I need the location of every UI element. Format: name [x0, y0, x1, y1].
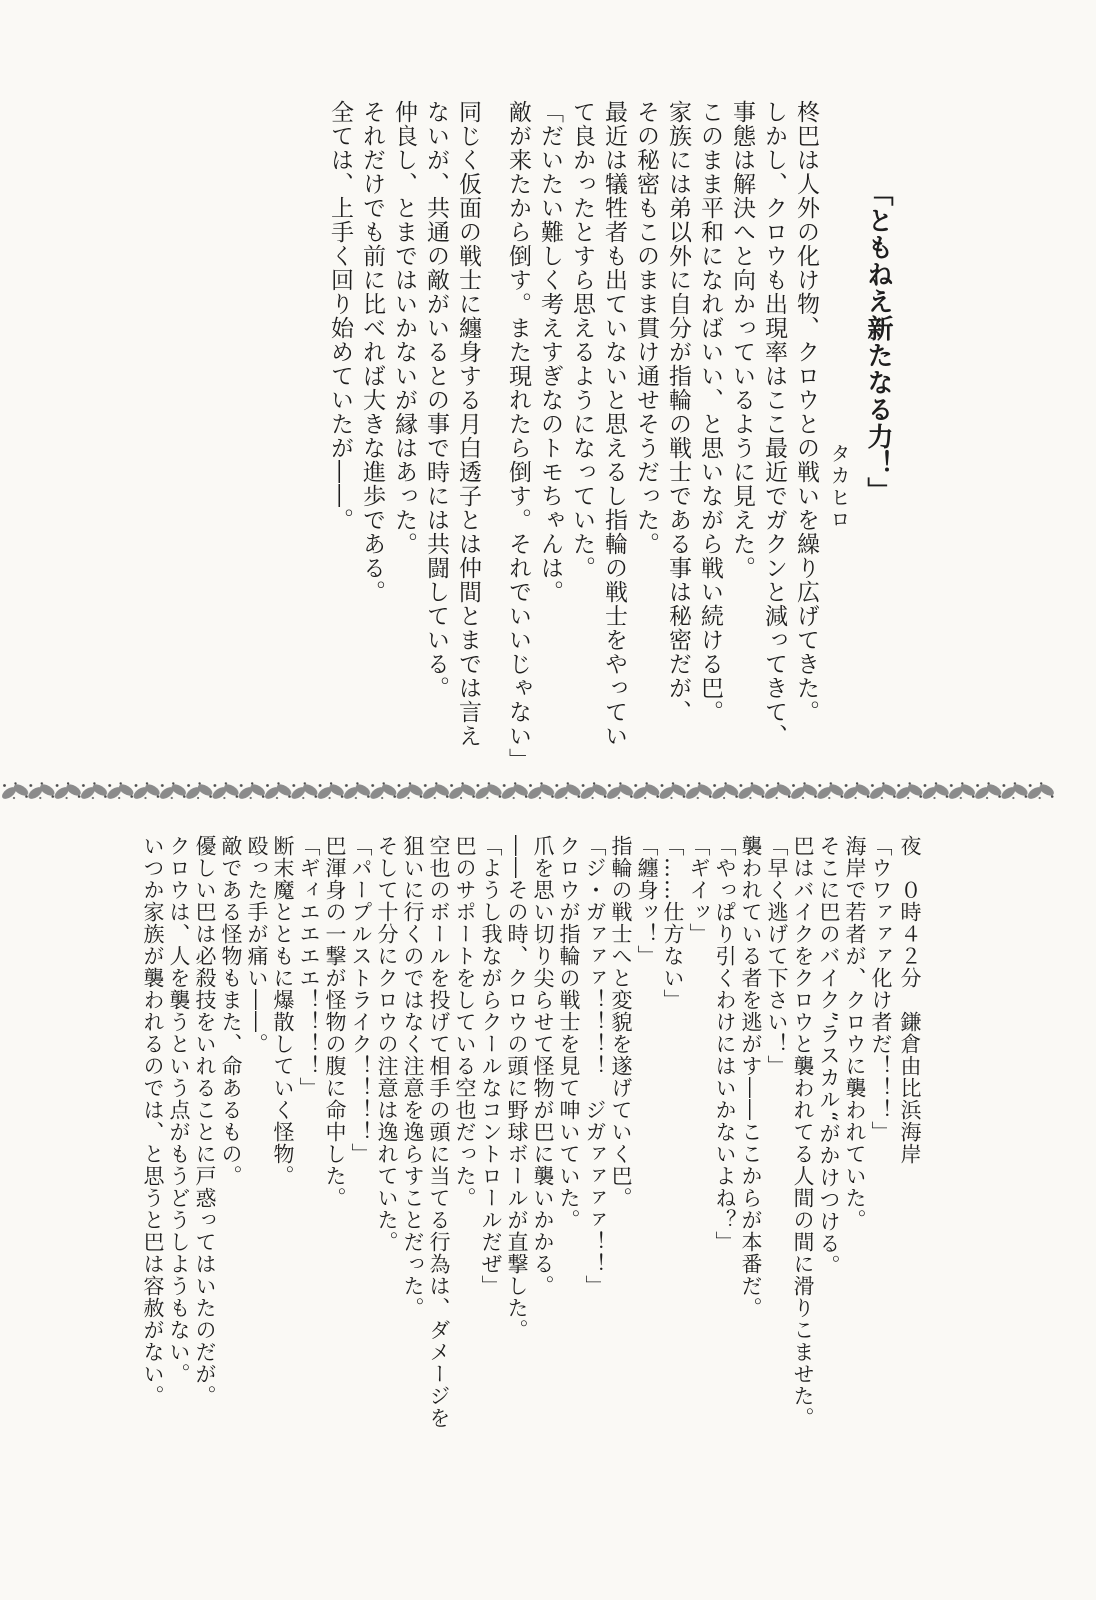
text-column: 襲われている者を逃がす――ここからが本番だ。 — [739, 835, 763, 1319]
text-column: 巴のサポートをしている空也だった。 — [453, 835, 477, 1209]
text-column: 海岸で若者が、クロウに襲われていた。 — [843, 835, 867, 1231]
text-column: 「ギイッ」 — [687, 835, 711, 945]
text-column: 「ギィエエエエ！！！！」 — [297, 835, 321, 1099]
text-column: 敵が来たから倒す。また現れたら倒す。それでいいじゃない」 — [505, 100, 531, 772]
text-column: 指輪の戦士へと変貌を遂げていく巴。 — [609, 835, 633, 1209]
text-column: いつか家族が襲われるのでは、と思うと巴は容赦がない。 — [141, 835, 165, 1407]
text-column: それだけでも前に比べれば大きな進歩である。 — [359, 100, 385, 604]
text-column: 巴渾身の一撃が怪物の腹に命中した。 — [323, 835, 347, 1209]
story-title: 「ともねえ新たなる力！」 — [863, 180, 893, 504]
text-column: クロウは、人を襲うという点がもうどうしようもない。 — [167, 835, 191, 1385]
top-paragraph-2 — [324, 100, 484, 772]
text-column: 仲良し、とまではいかないが縁はあった。 — [391, 100, 417, 556]
text-column: 「パープルストライク！！！！」 — [349, 835, 373, 1165]
text-column: 巴はバイクをクロウと襲われてる人間の間に滑りこませた。 — [791, 835, 815, 1429]
text-column: そこに巴のバイク”ラスカル“がかけつける。 — [817, 835, 841, 1277]
text-column: て良かったとすら思えるようになっていた。 — [569, 100, 595, 580]
text-column: 家族には弟以外に自分が指輪の戦士である事は秘密だが、 — [665, 100, 691, 724]
text-column: 狙いに行くのではなく注意を逸らすことだった。 — [401, 835, 425, 1319]
text-column: 「だいたい難しく考えすぎなのトモちゃんは。 — [537, 100, 563, 604]
text-column: 断末魔とともに爆散していく怪物。 — [271, 835, 295, 1187]
text-column: 「やっぱり引くわけにはいかないよね？」 — [713, 835, 737, 1253]
text-column: 殴った手が痛い――。 — [245, 835, 269, 1055]
text-column: 「纏身ッ！」 — [635, 835, 659, 967]
bottom-section — [140, 835, 926, 1545]
text-column: その秘密もこのまま貫け通せそうだった。 — [633, 100, 659, 556]
text-column: 柊巴は人外の化け物、クロウとの戦いを繰り広げてきた。 — [793, 100, 819, 724]
text-column: 最近は犠牲者も出ていないと思えるし指輪の戦士をやってい — [601, 100, 627, 748]
text-column: ないが、共通の敵がいるとの事で時には共闘している。 — [423, 100, 449, 700]
leaf-divider-icon — [2, 780, 1054, 801]
text-column: 優しい巴は必殺技をいれることに戸惑ってはいたのだが。 — [193, 835, 217, 1407]
text-column: 全ては、上手く回り始めていたが――。 — [327, 100, 353, 532]
text-column: しかし、クロウも出現率はここ最近でガクンと減ってきて、 — [761, 100, 787, 748]
text-column: そして十分にクロウの注意は逸れていた。 — [375, 835, 399, 1253]
text-column: 「……仕方ない」 — [661, 835, 685, 1011]
text-column: 「ウワァァァ化け者だ！！！」 — [869, 835, 893, 1143]
text-column: 「ジ・ガァァァ！！！！ ジガァァァァ！！」 — [583, 835, 607, 1297]
author-name: タカヒロ — [827, 443, 851, 531]
text-column: 同じく仮面の戦士に纏身する月白透子とは仲間とまでは言え — [455, 100, 481, 748]
text-column: 爪を思い切り尖らせて怪物が巴に襲いかかる。 — [531, 835, 555, 1297]
text-column: クロウが指輪の戦士を見て呻いていた。 — [557, 835, 581, 1231]
text-column: ――その時、クロウの頭に野球ボールが直撃した。 — [505, 835, 529, 1341]
text-column: 「早く逃げて下さい！」 — [765, 835, 789, 1077]
text-column: このまま平和になればいい、と思いながら戦い続ける巴。 — [697, 100, 723, 724]
text-column: 敵である怪物もまた、命あるもの。 — [219, 835, 243, 1187]
top-paragraph-1 — [502, 100, 822, 772]
text-column: 「ようし我ながらクールなコントロールだぜ」 — [479, 835, 503, 1297]
text-column: 事態は解決へと向かっているように見えた。 — [729, 100, 755, 580]
text-column: 空也のボールを投げて相手の頭に当てる行為は、ダメージを — [427, 835, 451, 1429]
top-section — [324, 100, 900, 772]
bottom-story-text — [140, 835, 894, 1545]
scene-header: 夜 ０時４２分 鎌倉由比浜海岸 — [898, 835, 922, 1165]
